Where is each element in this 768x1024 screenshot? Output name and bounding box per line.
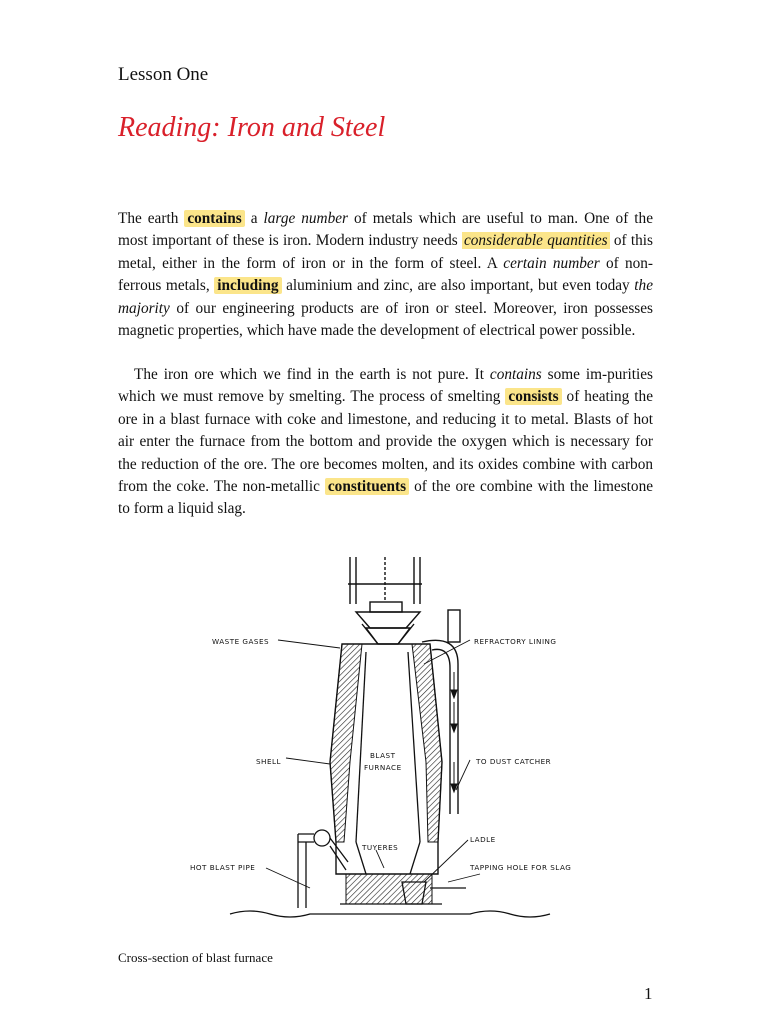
page-number: 1	[644, 984, 653, 1003]
highlighted-word: consists	[505, 388, 561, 405]
text-run: of this metal, either in the form of iron or in the form of steel. A	[118, 232, 653, 272]
italic-phrase: contains	[489, 366, 542, 383]
paragraph-2	[118, 364, 653, 521]
highlighted-word: constituents	[325, 478, 409, 495]
text-run: of our engineering products are of iron or steel. Moreover, iron possesses magnetic properties, which have made the development of electrical power possible.	[118, 299, 653, 340]
italic-phrase: certain number	[503, 254, 600, 272]
page-title: Reading: Iron and Steel	[118, 112, 386, 143]
text-run: some im-purities which we must remove by smelting. The process of smelting	[118, 366, 653, 406]
figure-caption: Cross-section of blast furnace	[118, 950, 273, 965]
text-run: of heating the ore in a blast furnace with coke and limestone, and reducing it to metal. Blasts of hot air enter the furnace from the bottom and provide the oxygen which is necessary for the reduction of the ore. The ore becomes molten, and its oxides combine with carbon from the coke. The non-metallic	[118, 388, 653, 496]
label-dust-catcher: TO DUST CATCHER	[476, 757, 552, 766]
label-furnace: FURNACE	[364, 763, 402, 772]
highlighted-word: contains	[184, 210, 244, 227]
text-run: aluminium and zinc, are also important, but even today	[281, 277, 635, 295]
label-tuyeres: TUYERES	[362, 843, 399, 852]
label-blast: BLAST	[370, 751, 396, 760]
label-refractory-lining: REFRACTORY LINING	[474, 637, 557, 646]
text-run: of the ore combine with the limestone to form a liquid slag.	[118, 478, 654, 518]
italic-phrase: the majority	[118, 277, 653, 317]
label-shell: SHELL	[256, 757, 282, 766]
text-run: of metals which are useful to man. One of the most important of these is iron. Modern industry needs	[118, 210, 653, 250]
blast-furnace-figure	[180, 552, 600, 932]
paragraph-1	[118, 208, 653, 342]
text-run: of non-ferrous metals,	[118, 254, 654, 295]
highlighted-italic-phrase: considerable quantities	[463, 232, 608, 250]
label-hot-blast-pipe: HOT BLAST PIPE	[190, 863, 256, 872]
label-tapping-hole: TAPPING HOLE FOR SLAG	[470, 863, 572, 872]
text-run: The iron ore which we find in the earth is not pure. It	[134, 366, 490, 383]
text-run: a	[244, 210, 264, 227]
text-run: The earth	[118, 210, 185, 227]
italic-phrase: large number	[263, 210, 348, 227]
label-ladle: LADLE	[470, 835, 496, 844]
lesson-heading: Lesson One	[118, 64, 209, 85]
label-waste-gases: WASTE GASES	[212, 637, 270, 646]
blast-furnace-diagram	[180, 552, 600, 932]
highlighted-word: including	[214, 277, 281, 294]
